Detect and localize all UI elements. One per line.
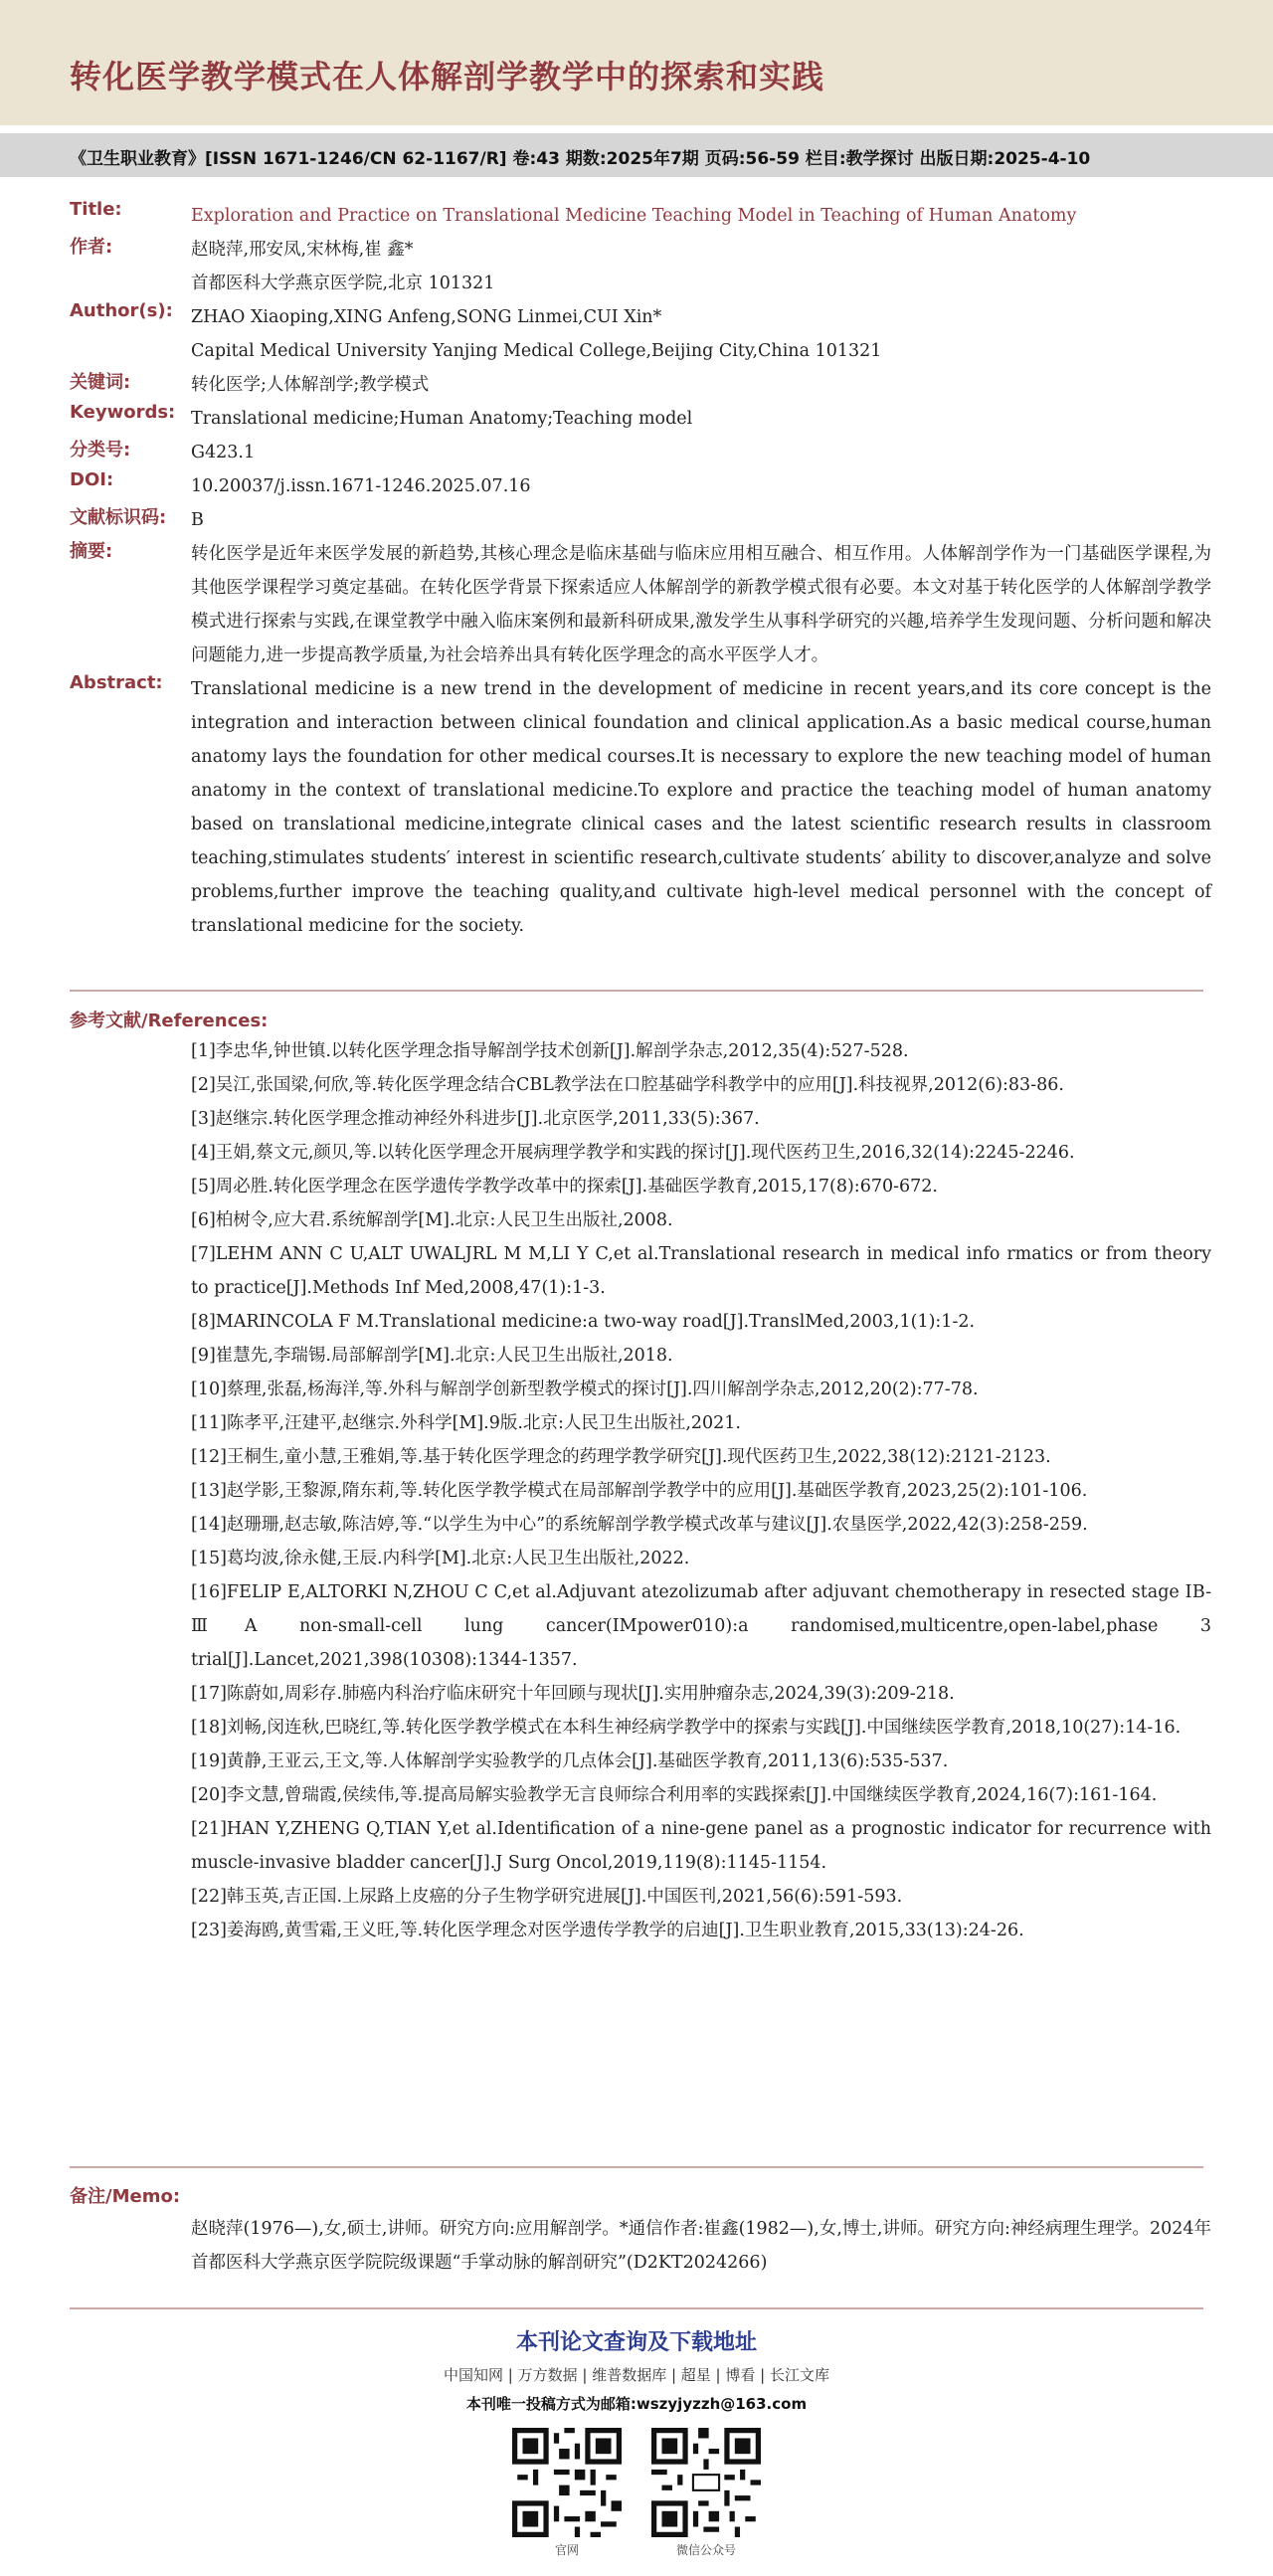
qr-website[interactable] <box>512 2428 622 2558</box>
reference-item: [20]李文慧,曾瑞霞,侯续伟,等.提高局解实验教学无言良师综合利用率的实践探索[J].中国继续医学教育,2024,16(7):161-164. <box>191 1785 1158 1805</box>
reference-item: [4]王娟,蔡文元,颜贝,等.以转化医学理念开展病理学教学和实践的探讨[J].现代医药卫生,2016,32(14):2245-2246. <box>191 1143 1075 1163</box>
doc-code-row <box>0 503 1273 537</box>
journal-info-bar <box>0 133 1273 177</box>
memo-text: 赵晓萍(1976—),女,硕士,讲师。研究方向:应用解剖学。*通信作者:崔鑫(1982—),女,博士,讲师。研究方向:神经病理生理学。2024年首都医科大学燕京医学院院级课题“手掌动脉的解剖研究”(D2KT2024266) <box>191 2219 1211 2273</box>
journal-info-text: 《卫生职业教育》[ISSN 1671-1246/CN 62-1167/R] 卷:43 期数:2025年7期 页码:56-59 栏目:教学探讨 出版日期:2025-4-10 <box>70 149 1091 169</box>
reference-item: [9]崔慧先,李瑞锡.局部解剖学[M].北京:人民卫生出版社,2018. <box>191 1346 673 1366</box>
footer-title: 本刊论文查询及下载地址 <box>515 2330 757 2355</box>
qr-wechat-caption: 微信公众号 <box>675 2543 736 2557</box>
reference-item: [17]陈蔚如,周彩存.肺癌内科治疗临床研究十年回顾与现状[J].实用肿瘤杂志,2024,39(3):209-218. <box>191 1684 955 1704</box>
qr-website-caption: 官网 <box>554 2543 579 2557</box>
references-list <box>191 1034 1211 1947</box>
reference-item: [6]柏树令,应大君.系统解剖学[M].北京:人民卫生出版社,2008. <box>191 1210 673 1230</box>
doi-link[interactable]: 10.20037/j.issn.1671-1246.2025.07.16 <box>191 476 531 496</box>
reference-item: [18]刘畅,闵连秋,巴晓红,等.转化医学教学模式在本科生神经病学教学中的探索与实践[J].中国继续医学教育,2018,10(27):14-16. <box>191 1718 1182 1738</box>
title-row <box>0 199 1273 233</box>
doi-row <box>0 469 1273 503</box>
reference-item: [16]FELIP E,ALTORKI N,ZHOU C C,et al.Adjuvant atezolizumab after adjuvant chemotherapy in resected stage ⅠB-ⅢA non-small-cell lung cancer(IMpower010):a randomised,multicentre,open-label,phase 3 trial[J].Lancet,2021,398(10308):1344-1357. <box>191 1582 1211 1670</box>
affiliation: 首都医科大学燕京医学院,北京 101321 <box>191 274 495 293</box>
article-meta <box>0 199 1273 943</box>
qr-codes <box>0 2428 1273 2558</box>
reference-item: [2]吴江,张国梁,何欣,等.转化医学理念结合CBL教学法在口腔基础学科教学中的应用[J].科技视界,2012(6):83-86. <box>191 1075 1064 1095</box>
keywords-en: Translational medicine;Human Anatomy;Teaching model <box>191 409 693 429</box>
authors: 赵晓萍,邢安凤,宋林梅,崔 鑫* <box>191 240 414 260</box>
abstract-en-label: Abstract: <box>70 672 163 693</box>
keywords-en-row <box>0 402 1273 436</box>
page-header <box>0 0 1273 125</box>
reference-item: [15]葛均波,徐永健,王辰.内科学[M].北京:人民卫生出版社,2022. <box>191 1549 690 1568</box>
reference-item: [21]HAN Y,ZHENG Q,TIAN Y,et al.Identification of a nine-gene panel as a prognostic indicator for recurrence with muscle-invasive bladder cancer[J].J Surg Oncol,2019,119(8):1145-1154. <box>191 1819 1211 1873</box>
abstract-cn: 转化医学是近年来医学发展的新趋势,其核心理念是临床基础与临床应用相互融合、相互作用。人体解剖学作为一门基础医学课程,为其他医学课程学习奠定基础。在转化医学背景下探索适应人体解剖学的新教学模式很有必要。本文对基于转化医学的人体解剖学教学模式进行探索与实践,在课堂教学中融入临床案例和最新科研成果,激发学生从事科学研究的兴趣,培养学生发现问题、分析问题和解决问题能力,进一步提高教学质量,为社会培养出具有转化医学理念的高水平医学人才。 <box>191 544 1211 665</box>
divider <box>70 990 1203 992</box>
database-links[interactable]: 中国知网 | 万方数据 | 维普数据库 | 超星 | 博看 | 长江文库 <box>444 2366 829 2384</box>
keywords-en-label: Keywords: <box>70 402 176 423</box>
reference-item: [12]王桐生,童小慧,王雅娟,等.基于转化医学理念的药理学教学研究[J].现代医药卫生,2022,38(12):2121-2123. <box>191 1447 1051 1467</box>
keywords-label: 关键词: <box>70 372 131 393</box>
class-label: 分类号: <box>70 440 131 460</box>
doi-label: DOI: <box>70 469 114 490</box>
reference-item: [3]赵继宗.转化医学理念推动神经外科进步[J].北京医学,2011,33(5):367. <box>191 1109 760 1129</box>
abstract-cn-row <box>0 537 1273 672</box>
abstract-en: Translational medicine is a new trend in the development of medicine in recent years,and its core concept is the integration and interaction between clinical foundation and clinical application.As a basic medical course,human anatomy lays the foundation for other medical courses.It is necessary to explore the new teaching model of human anatomy in the context of translational medicine.To explore and practice the teaching model of human anatomy based on translational medicine,integrate clinical cases and the latest scientific research results in classroom teaching,stimulates students′ interest in scientific research,cultivate students′ ability to discover,analyze and solve problems,further improve the teaching quality,and cultivate high-level medical personnel with the concept of translational medicine for the society. <box>191 679 1211 936</box>
doc-code-label: 文献标识码: <box>70 507 167 528</box>
reference-item: [19]黄静,王亚云,王文,等.人体解剖学实验教学的几点体会[J].基础医学教育,2011,13(6):535-537. <box>191 1751 949 1771</box>
divider <box>70 2307 1203 2309</box>
doc-code: B <box>191 510 204 530</box>
reference-item: [10]蔡理,张磊,杨海洋,等.外科与解剖学创新型教学模式的探讨[J].四川解剖学杂志,2012,20(2):77-78. <box>191 1380 979 1399</box>
memo-label: 备注/Memo: <box>70 2186 181 2207</box>
authors-row <box>0 233 1273 300</box>
footer <box>0 2325 1273 2558</box>
reference-item: [23]姜海鸥,黄雪霜,王义旺,等.转化医学理念对医学遗传学教学的启迪[J].卫生职业教育,2015,33(13):24-26. <box>191 1921 1024 1940</box>
class-row <box>0 436 1273 469</box>
reference-item: [11]陈孝平,汪建平,赵继宗.外科学[M].9版.北京:人民卫生出版社,2021. <box>191 1413 742 1433</box>
references-section <box>0 1007 1273 1947</box>
abstract-en-row <box>0 672 1273 943</box>
qr-wechat[interactable] <box>651 2428 761 2558</box>
reference-item: [22]韩玉英,吉正国.上尿路上皮癌的分子生物学研究进展[J].中国医刊,2021,56(6):591-593. <box>191 1887 903 1907</box>
submission-email[interactable]: 本刊唯一投稿方式为邮箱:wszyjyzzh@163.com <box>465 2395 808 2413</box>
keywords-row <box>0 368 1273 402</box>
reference-item: [7]LEHM ANN C U,ALT UWALJRL M M,LI Y C,et al.Translational research in medical info rmatics or from theory to practice[J].Methods Inf Med,2008,47(1):1-3. <box>191 1244 1211 1298</box>
memo-section <box>0 2182 1273 2280</box>
reference-item: [5]周必胜.转化医学理念在医学遗传学教学改革中的探索[J].基础医学教育,2015,17(8):670-672. <box>191 1177 938 1196</box>
reference-item: [13]赵学影,王黎源,隋东莉,等.转化医学教学模式在局部解剖学教学中的应用[J].基础医学教育,2023,25(2):101-106. <box>191 1481 1088 1501</box>
reference-item: [1]李忠华,钟世镇.以转化医学理念指导解剖学技术创新[J].解剖学杂志,2012,35(4):527-528. <box>191 1041 909 1061</box>
abstract-cn-label: 摘要: <box>70 541 113 562</box>
title-label: Title: <box>70 199 122 220</box>
qr-code-icon <box>651 2428 761 2537</box>
reference-item: [14]赵珊珊,赵志敏,陈洁婷,等.“以学生为中心”的系统解剖学教学模式改革与建议[J].农垦医学,2022,42(3):258-259. <box>191 1515 1088 1535</box>
article-title-cn: 转化医学教学模式在人体解剖学教学中的探索和实践 <box>70 58 825 95</box>
reference-item: [8]MARINCOLA F M.Translational medicine:a two-way road[J].TranslMed,2003,1(1):1-2. <box>191 1312 976 1332</box>
authors-en: ZHAO Xiaoping,XING Anfeng,SONG Linmei,CUI Xin* <box>191 307 662 327</box>
class-number: G423.1 <box>191 443 256 462</box>
affiliation-en: Capital Medical University Yanjing Medical College,Beijing City,China 101321 <box>191 341 882 361</box>
title-en: Exploration and Practice on Translational Medicine Teaching Model in Teaching of Human Anatomy <box>191 206 1077 226</box>
keywords: 转化医学;人体解剖学;教学模式 <box>191 375 430 395</box>
references-label: 参考文献/References: <box>70 1011 269 1031</box>
authors-en-row <box>0 300 1273 368</box>
divider <box>70 2166 1203 2168</box>
authors-label: 作者: <box>70 237 113 258</box>
authors-en-label: Author(s): <box>70 300 173 321</box>
qr-code-icon <box>512 2428 622 2537</box>
